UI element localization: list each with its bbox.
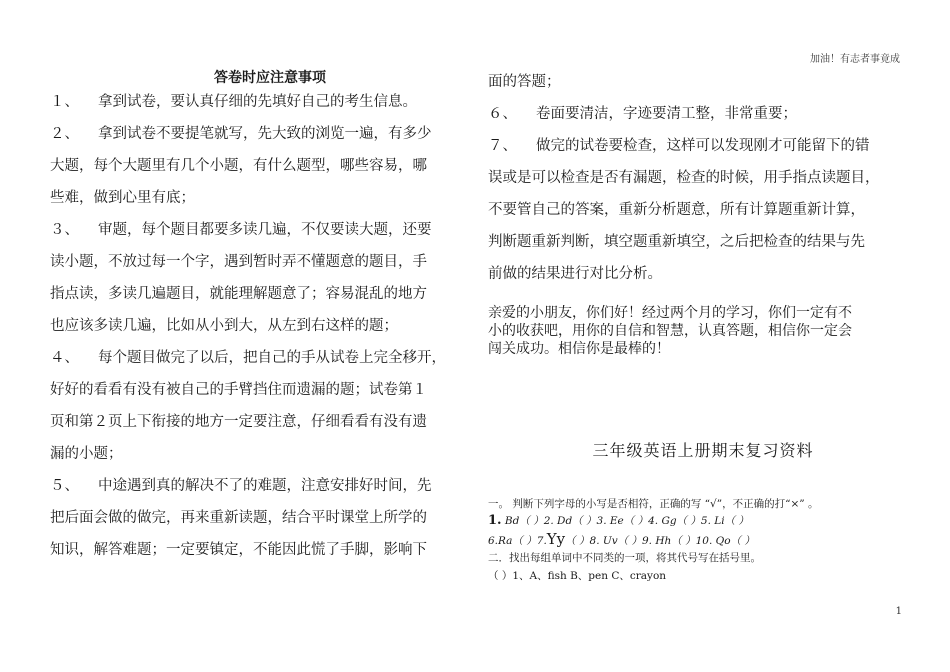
line-text: 好好的看看有没有被自己的手臂挡住而遗漏的题；试卷第１ bbox=[50, 382, 427, 398]
question-1-row-1-text: Bd（ ）2. Dd（ ）3. Ee（ ）4. Gg（ ）5. Li（ ） bbox=[501, 515, 749, 527]
text-line bbox=[50, 118, 470, 150]
item-number: ７、 bbox=[488, 138, 517, 154]
item-number: ２、 bbox=[50, 126, 79, 142]
text-line bbox=[50, 406, 470, 438]
text-line bbox=[50, 310, 470, 342]
text-line bbox=[50, 502, 470, 534]
line-text: 卷面要清洁，字迹要清工整，非常重要； bbox=[536, 106, 797, 122]
left-column bbox=[50, 70, 470, 566]
page-number: 1 bbox=[895, 606, 902, 617]
line-text: 拿到试卷，要认真仔细的先填好自己的考生信息。 bbox=[98, 94, 417, 110]
line-text: 判断题重新判断，填空题重新填空，之后把检查的结果与先 bbox=[488, 234, 865, 250]
item-number: ３、 bbox=[50, 222, 79, 238]
line-text: 拿到试卷不要提笔就写，先大致的浏览一遍，有多少 bbox=[98, 126, 432, 142]
text-line bbox=[50, 246, 470, 278]
left-title: 答卷时应注意事项 bbox=[214, 70, 326, 86]
encouragement-line: 闯关成功。相信你是最棒的！ bbox=[488, 341, 670, 357]
text-line bbox=[488, 226, 918, 258]
line-text: 大题，每个大题里有几个小题，有什么题型，哪些容易，哪 bbox=[50, 158, 427, 174]
header-motto: 加油！有志者事竟成 bbox=[810, 54, 900, 65]
question-1-lead: 1. bbox=[488, 513, 502, 528]
line-text: 指点读，多读几遍题目，就能理解题意了；容易混乱的地方 bbox=[50, 286, 427, 302]
line-text: 把后面会做的做完，再来重新读题，结合平时课堂上所学的 bbox=[50, 510, 427, 526]
line-text: 些难，做到心里有底； bbox=[50, 190, 195, 206]
question-2-title: 二．找出每组单词中不同类的一项，将其代号写在括号里。 bbox=[488, 552, 761, 564]
text-line bbox=[50, 438, 470, 470]
section-title: 三年级英语上册期末复习资料 bbox=[592, 441, 814, 460]
line-text: 读小题，不放过每一个字，遇到暂时弄不懂题意的题目，手 bbox=[50, 254, 427, 270]
line-text: 误或是可以检查是否有漏题，检查的时候，用手指点读题目， bbox=[488, 170, 880, 186]
question-2-row-1: （ ）1、A、fish B、pen C、crayon bbox=[488, 570, 667, 582]
right-rules bbox=[488, 66, 918, 290]
text-line bbox=[488, 194, 918, 226]
question-1-row-2-b: （ ）8. Uv（ ）9. Hh（ ）10. Qo（ ） bbox=[565, 535, 755, 547]
line-text: 漏的小题； bbox=[50, 446, 123, 462]
line-text: 前做的结果进行对比分析。 bbox=[488, 266, 662, 282]
question-1-row-2 bbox=[488, 531, 755, 549]
text-line bbox=[488, 162, 918, 194]
line-text: 审题，每个题目都要多读几遍，不仅要读大题，还要 bbox=[98, 222, 432, 238]
line-text: 不要管自己的答案，重新分析题意，所有计算题重新计算， bbox=[488, 202, 865, 218]
question-1-title: 一。 判断下列字母的小写是否相符，正确的写 “√”，不正确的打“×” 。 bbox=[488, 498, 819, 510]
encouragement-line: 亲爱的小朋友，你们好！经过两个月的学习，你们一定有不 bbox=[488, 305, 852, 321]
right-column bbox=[488, 66, 918, 582]
question-1-row-2-y: Yy bbox=[546, 530, 566, 548]
text-line bbox=[50, 86, 470, 118]
item-number: １、 bbox=[50, 94, 79, 110]
item-number: ５、 bbox=[50, 478, 79, 494]
item-number: ６、 bbox=[488, 106, 517, 122]
question-1-row-1 bbox=[488, 513, 749, 529]
text-line bbox=[488, 130, 918, 162]
encouragement bbox=[488, 304, 918, 358]
text-line bbox=[50, 342, 470, 374]
text-line bbox=[50, 374, 470, 406]
text-line bbox=[488, 98, 918, 130]
line-text: 面的答题； bbox=[488, 74, 561, 90]
text-line bbox=[50, 182, 470, 214]
text-line bbox=[488, 66, 918, 98]
encouragement-line: 小的收获吧，用你的自信和智慧，认真答题，相信你一定会 bbox=[488, 323, 852, 339]
question-1-row-2-a: 6.Ra（ ）7. bbox=[488, 535, 547, 547]
text-line bbox=[50, 534, 470, 566]
line-text: 做完的试卷要检查，这样可以发现刚才可能留下的错 bbox=[536, 138, 870, 154]
line-text: 也应该多读几遍，比如从小到大，从左到右这样的题； bbox=[50, 318, 398, 334]
text-line bbox=[488, 258, 918, 290]
left-rules bbox=[50, 86, 470, 566]
text-line bbox=[50, 150, 470, 182]
line-text: 中途遇到真的解决不了的难题，注意安排好时间，先 bbox=[98, 478, 432, 494]
text-line bbox=[50, 470, 470, 502]
line-text: 每个题目做完了以后，把自己的手从试卷上完全移开， bbox=[98, 350, 446, 366]
line-text: 页和第２页上下衔接的地方一定要注意，仔细看看有没有遗 bbox=[50, 414, 427, 430]
text-line bbox=[50, 278, 470, 310]
item-number: ４、 bbox=[50, 350, 79, 366]
text-line bbox=[50, 214, 470, 246]
line-text: 知识，解答难题；一定要镇定，不能因此慌了手脚，影响下 bbox=[50, 542, 427, 558]
